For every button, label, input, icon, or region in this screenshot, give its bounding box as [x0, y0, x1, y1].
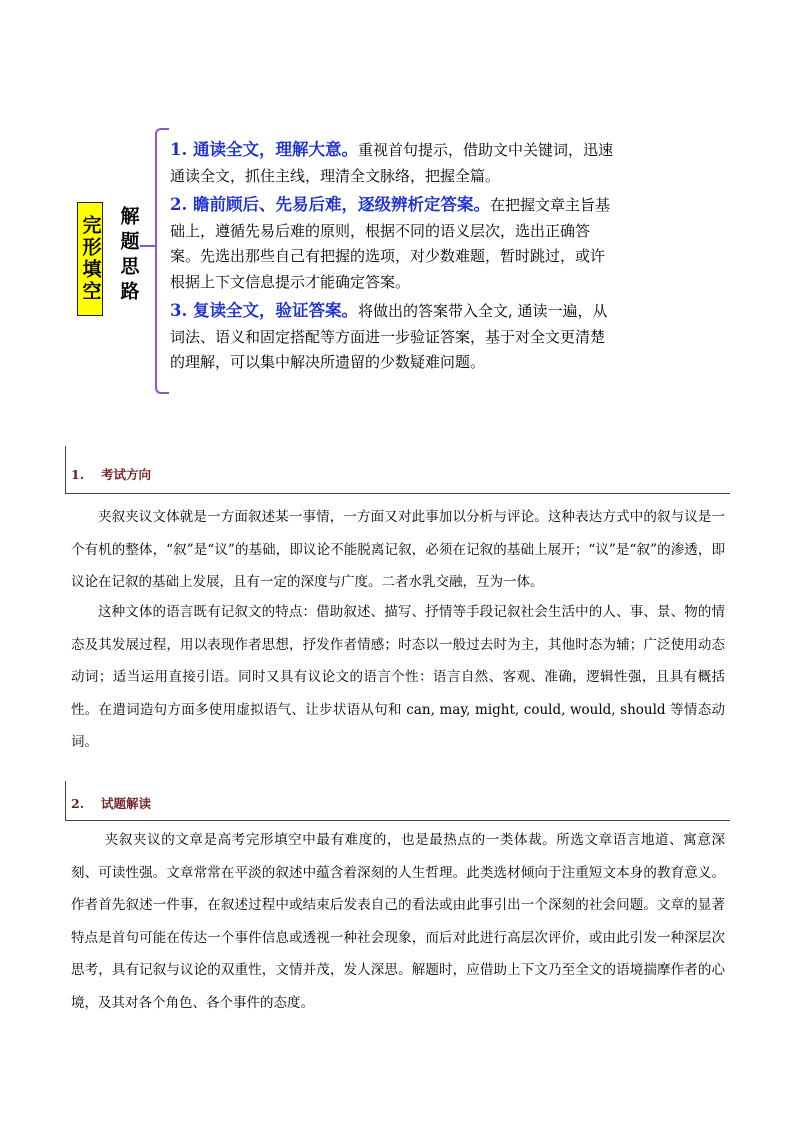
section-heading — [71, 794, 151, 812]
steps-list — [170, 137, 615, 379]
topic-badge — [77, 202, 103, 316]
method-label — [116, 206, 140, 306]
section-divider — [65, 493, 730, 494]
step-body: 重视首句提示，借助文中关键词，迅速通读全文，抓住主线，理清全文脉络，把握全篇。 — [170, 141, 613, 185]
connector-line — [140, 245, 156, 247]
paragraph: 这种文体的语言既有记叙文的特点：借助叙述、描写、抒情等手段记叙社会生活中的人、事、景、物的情态及其发展过程，用以表现作者思想，抒发作者情感；时态以一般过去时为主，其他时态为辅；广泛使用动态动词；适当运用直接引语。同时又具有议论文的语言个性：语言自然、客观、准确，逻辑性强，且具有概括性。在遣词造句方面多使用虚拟语气、让步状语从句和 can, may, might, could, would, should 等情态动词。 — [71, 604, 725, 750]
topic-badge-label: 完形填空 — [79, 215, 102, 303]
step-body: 在把握文章主旨基础上，遵循先易后难的原则，根据不同的语义层次，选出正确答案。先选出那些自己有把握的选项，对少数难题，暂时跳过，或许根据上下文信息提示才能确定答案。 — [170, 196, 610, 291]
step-heading: 1. 通读全文，理解大意。 — [170, 140, 358, 159]
section-heading — [71, 465, 151, 483]
steps-bracket — [155, 128, 169, 394]
paragraph: 夹叙夹议的文章是高考完形填空中最有难度的，也是最热点的一类体裁。所选文章语言地道、寓意深刻、可读性强。文章常常在平淡的叙述中蕴含着深刻的人生哲理。此类选材倾向于注重短文本身的教育意义。作者首先叙述一件事，在叙述过程中或结束后发表自己的看法或由此事引出一个深刻的社会问题。文章的显著特点是首句可能在传达一个事件信息或透视一种社会现象，而后对此进行高层次评价，或由此引发一种深层次思考，具有记叙与议论的双重性，文情并茂，发人深思。解题时，应借助上下文乃至全文的语境揣摩作者的心境，及其对各个角色、各个事件的态度。 — [71, 832, 725, 1011]
section-number: 1. — [71, 467, 85, 482]
section-title: 考试方向 — [101, 467, 152, 482]
step-heading: 3. 复读全文，验证答案。 — [170, 301, 358, 320]
step-item — [170, 298, 615, 376]
section-marker — [65, 781, 66, 821]
paragraph: 夹叙夹议文体就是一方面叙述某一事情，一方面又对此事加以分析与评论。这种表达方式中的叙与议是一个有机的整体，“叙”是“议”的基础，即议论不能脱离记叙，必须在记叙的基础上展开；“议”是“叙”的渗透，即议论在记叙的基础上发展，且有一定的深度与广度。二者水乳交融，互为一体。 — [71, 509, 725, 590]
section-number: 2. — [71, 796, 85, 811]
step-item — [170, 137, 615, 189]
step-item — [170, 192, 615, 295]
section-title: 试题解读 — [101, 796, 152, 811]
section-marker — [65, 446, 66, 494]
method-label-text: 解题思路 — [117, 206, 140, 306]
step-heading: 2. 瞻前顾后、先易后难，逐级辨析定答案。 — [170, 195, 490, 214]
section-divider — [65, 820, 730, 821]
step-body: 将做出的答案带入全文, 通读一遍，从词法、语义和固定搭配等方面进一步验证答案，基于对全文更清楚的理解，可以集中解决所遗留的少数疑难问题。 — [170, 302, 608, 371]
